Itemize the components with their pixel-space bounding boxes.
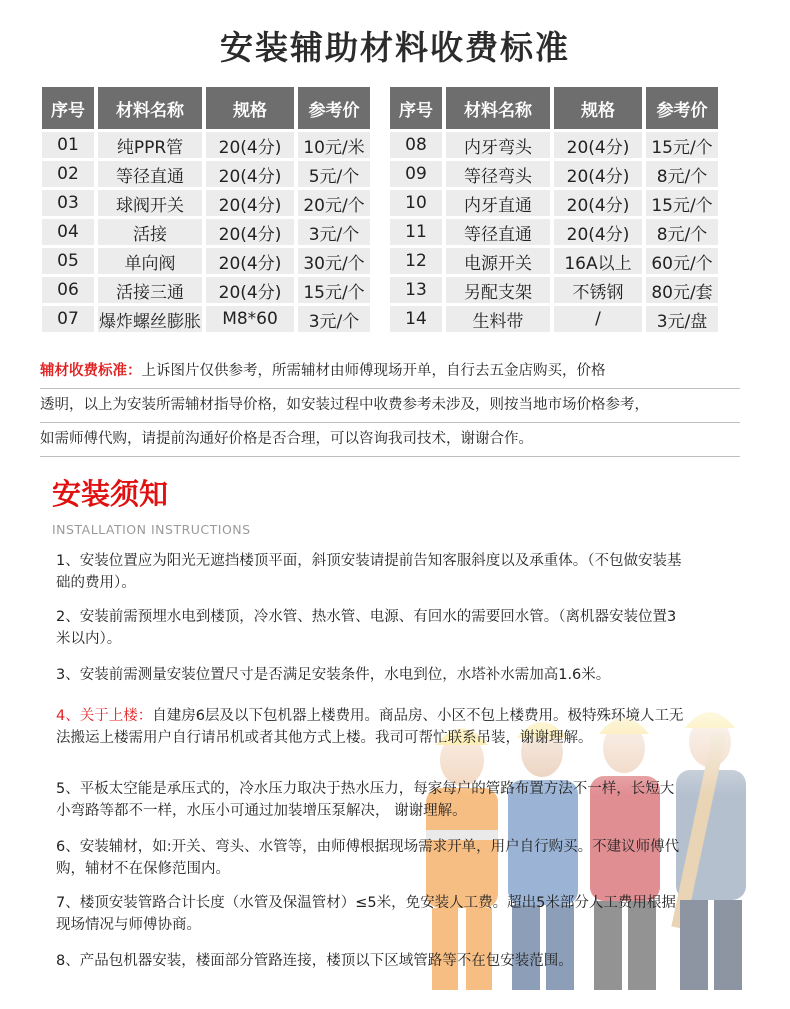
- cell-no: 14: [390, 306, 442, 332]
- cell-name: 等径弯头: [446, 161, 550, 187]
- cell-spec: 不锈钢: [554, 277, 642, 303]
- cell-spec: 20(4分): [206, 277, 294, 303]
- note-line-1: [40, 355, 740, 389]
- cell-name: 另配支架: [446, 277, 550, 303]
- instruction-item-5: 5、平板太空能是承压式的，冷水压力取决于热水压力，每家每户的管路布置方法不一样，长短大小弯路等都不一样，水压小可通过加装增压泵解决， 谢谢理解。: [56, 781, 675, 819]
- header-no: 序号: [42, 87, 94, 129]
- price-table-left: [38, 84, 374, 335]
- cell-spec: /: [554, 306, 642, 332]
- cell-spec: 20(4分): [554, 132, 642, 158]
- cell-name: 活接三通: [98, 277, 202, 303]
- cell-no: 03: [42, 190, 94, 216]
- table-row: [42, 277, 370, 303]
- cell-spec: 20(4分): [206, 248, 294, 274]
- instruction-item-2: 2、安装前需预埋水电到楼顶，冷水管、热水管、电源、有回水的需要回水管。（离机器安装位置3米以内）。: [56, 609, 677, 647]
- cell-no: 08: [390, 132, 442, 158]
- instruction-4-label: 关于上楼：: [79, 708, 153, 724]
- instruction-item-1: 1、安装位置应为阳光无遮挡楼顶平面，斜顶安装请提前告知客服斜度以及承重体。（不包做安装基础的费用）。: [56, 553, 682, 591]
- header-price: 参考价: [646, 87, 718, 129]
- note-line-3: 如需师傅代购，请提前沟通好价格是否合理，可以咨询我司技术，谢谢合作。: [40, 423, 740, 457]
- table-row: [390, 190, 718, 216]
- note-label: 辅材收费标准：: [40, 363, 142, 379]
- cell-spec: 20(4分): [206, 132, 294, 158]
- instruction-item-8: 8、产品包机器安装，楼面部分管路连接，楼顶以下区域管路等不在包安装范围。: [56, 953, 573, 969]
- cell-price: 30元/个: [298, 248, 370, 274]
- table-row: [390, 277, 718, 303]
- cell-price: 3元/个: [298, 219, 370, 245]
- cell-price: 15元/个: [298, 277, 370, 303]
- header-price: 参考价: [298, 87, 370, 129]
- cell-no: 12: [390, 248, 442, 274]
- cell-no: 06: [42, 277, 94, 303]
- cell-no: 10: [390, 190, 442, 216]
- cell-name: 内牙弯头: [446, 132, 550, 158]
- cell-name: 等径直通: [446, 219, 550, 245]
- table-row: [390, 306, 718, 332]
- cell-no: 01: [42, 132, 94, 158]
- cell-no: 05: [42, 248, 94, 274]
- cell-price: 15元/个: [646, 190, 718, 216]
- instruction-item-3: 3、安装前需测量安装位置尺寸是否满足安装条件，水电到位，水塔补水需加高1.6米。: [56, 667, 611, 683]
- note-text-1: 上诉图片仅供参考，所需辅材由师傅现场开单，自行去五金店购买，价格: [141, 363, 606, 379]
- cell-name: 生料带: [446, 306, 550, 332]
- instruction-item-7: 7、楼顶安装管路合计长度（水管及保温管材）≤5米，免安装人工费。超出5米部分人工费用根据现场情况与师傅协商。: [56, 895, 676, 933]
- cell-no: 11: [390, 219, 442, 245]
- instruction-item-6: 6、安装辅材，如:开关、弯头、水管等，由师傅根据现场需求开单，用户自行购买。不建议师傅代购，辅材不在保修范围内。: [56, 839, 680, 877]
- table-row: [390, 219, 718, 245]
- table-header-row: [390, 87, 718, 129]
- instruction-4-prefix: 4、: [56, 708, 80, 724]
- table-row: [42, 219, 370, 245]
- section-subtitle: INSTALLATION INSTRUCTIONS: [52, 522, 251, 537]
- cell-no: 13: [390, 277, 442, 303]
- cell-spec: M8*60: [206, 306, 294, 332]
- table-row: [42, 132, 370, 158]
- cell-spec: 20(4分): [206, 219, 294, 245]
- cell-no: 02: [42, 161, 94, 187]
- table-row: [390, 132, 718, 158]
- table-row: [42, 161, 370, 187]
- cell-name: 单向阀: [98, 248, 202, 274]
- cell-price: 8元/个: [646, 219, 718, 245]
- cell-spec: 20(4分): [554, 190, 642, 216]
- table-row: [390, 248, 718, 274]
- cell-spec: 20(4分): [554, 161, 642, 187]
- header-spec: 规格: [206, 87, 294, 129]
- cell-price: 80元/套: [646, 277, 718, 303]
- header-spec: 规格: [554, 87, 642, 129]
- section-title: 安装须知: [52, 477, 169, 511]
- cell-price: 8元/个: [646, 161, 718, 187]
- cell-name: 球阀开关: [98, 190, 202, 216]
- table-row: [390, 161, 718, 187]
- table-row: [42, 306, 370, 332]
- cell-no: 07: [42, 306, 94, 332]
- instruction-item-4: [56, 705, 686, 749]
- cell-price: 20元/个: [298, 190, 370, 216]
- cell-name: 活接: [98, 219, 202, 245]
- cell-price: 5元/个: [298, 161, 370, 187]
- cell-name: 爆炸螺丝膨胀: [98, 306, 202, 332]
- cell-price: 15元/个: [646, 132, 718, 158]
- cell-spec: 20(4分): [206, 161, 294, 187]
- material-fee-note: [40, 355, 740, 457]
- cell-price: 3元/盘: [646, 306, 718, 332]
- instruction-4-text: 自建房6层及以下包机器上楼费用。商品房、小区不包上楼费用。极特殊环境人工无法搬运上楼需用户自行请吊机或者其他方式上楼。我司可帮忙联系吊装，谢谢理解。: [56, 708, 684, 746]
- cell-spec: 16A以上: [554, 248, 642, 274]
- cell-no: 04: [42, 219, 94, 245]
- cell-name: 纯PPR管: [98, 132, 202, 158]
- page-title: 安装辅助材料收费标准: [220, 28, 570, 67]
- cell-name: 内牙直通: [446, 190, 550, 216]
- cell-price: 10元/米: [298, 132, 370, 158]
- header-name: 材料名称: [446, 87, 550, 129]
- table-header-row: [42, 87, 370, 129]
- table-row: [42, 248, 370, 274]
- cell-price: 60元/个: [646, 248, 718, 274]
- note-line-2: 透明，以上为安装所需辅材指导价格，如安装过程中收费参考未涉及，则按当地市场价格参考，: [40, 389, 740, 423]
- cell-spec: 20(4分): [206, 190, 294, 216]
- header-no: 序号: [390, 87, 442, 129]
- cell-no: 09: [390, 161, 442, 187]
- cell-price: 3元/个: [298, 306, 370, 332]
- cell-name: 电源开关: [446, 248, 550, 274]
- cell-spec: 20(4分): [554, 219, 642, 245]
- table-row: [42, 190, 370, 216]
- cell-name: 等径直通: [98, 161, 202, 187]
- header-name: 材料名称: [98, 87, 202, 129]
- price-table-right: [386, 84, 722, 335]
